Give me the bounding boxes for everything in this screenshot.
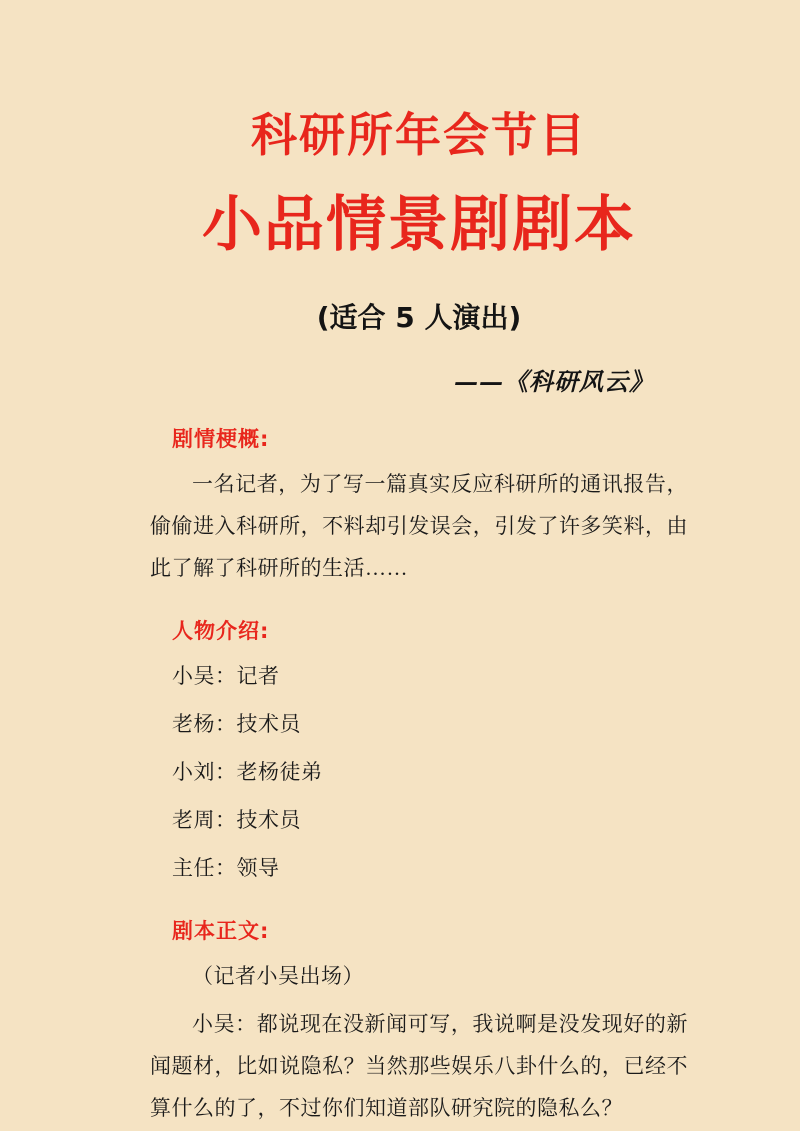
character-item: 主任：领导 — [172, 856, 280, 881]
characters-heading: 人物介绍: — [172, 619, 270, 644]
character-item: 老周：技术员 — [172, 808, 301, 833]
stage-direction: （记者小吴出场） — [192, 964, 364, 989]
document-title-line-2: 小品情景剧剧本 — [202, 190, 636, 261]
character-item: 老杨：技术员 — [172, 712, 301, 737]
document-byline: ——《科研风云》 — [454, 367, 654, 397]
synopsis-text: 一名记者，为了写一篇真实反应科研所的通讯报告，偷偷进入科研所，不料却引发误会，引发了许多笑料，由此了解了科研所的生活…… — [150, 472, 688, 581]
synopsis-heading: 剧情梗概: — [172, 427, 270, 452]
dialogue-line: 小吴：都说现在没新闻可写，我说啊是没发现好的新闻题材，比如说隐私？当然那些娱乐八卦什么的，已经不算什么的了，不过你们知道部队研究院的隐私么？ — [150, 1012, 688, 1121]
document-subtitle: (适合 5 人演出) — [316, 301, 522, 335]
character-item: 小刘：老杨徒弟 — [172, 760, 323, 785]
script-body-heading: 剧本正文: — [172, 919, 270, 944]
character-item: 小吴：记者 — [172, 664, 280, 689]
document-title-line-1: 科研所年会节目 — [251, 108, 587, 162]
